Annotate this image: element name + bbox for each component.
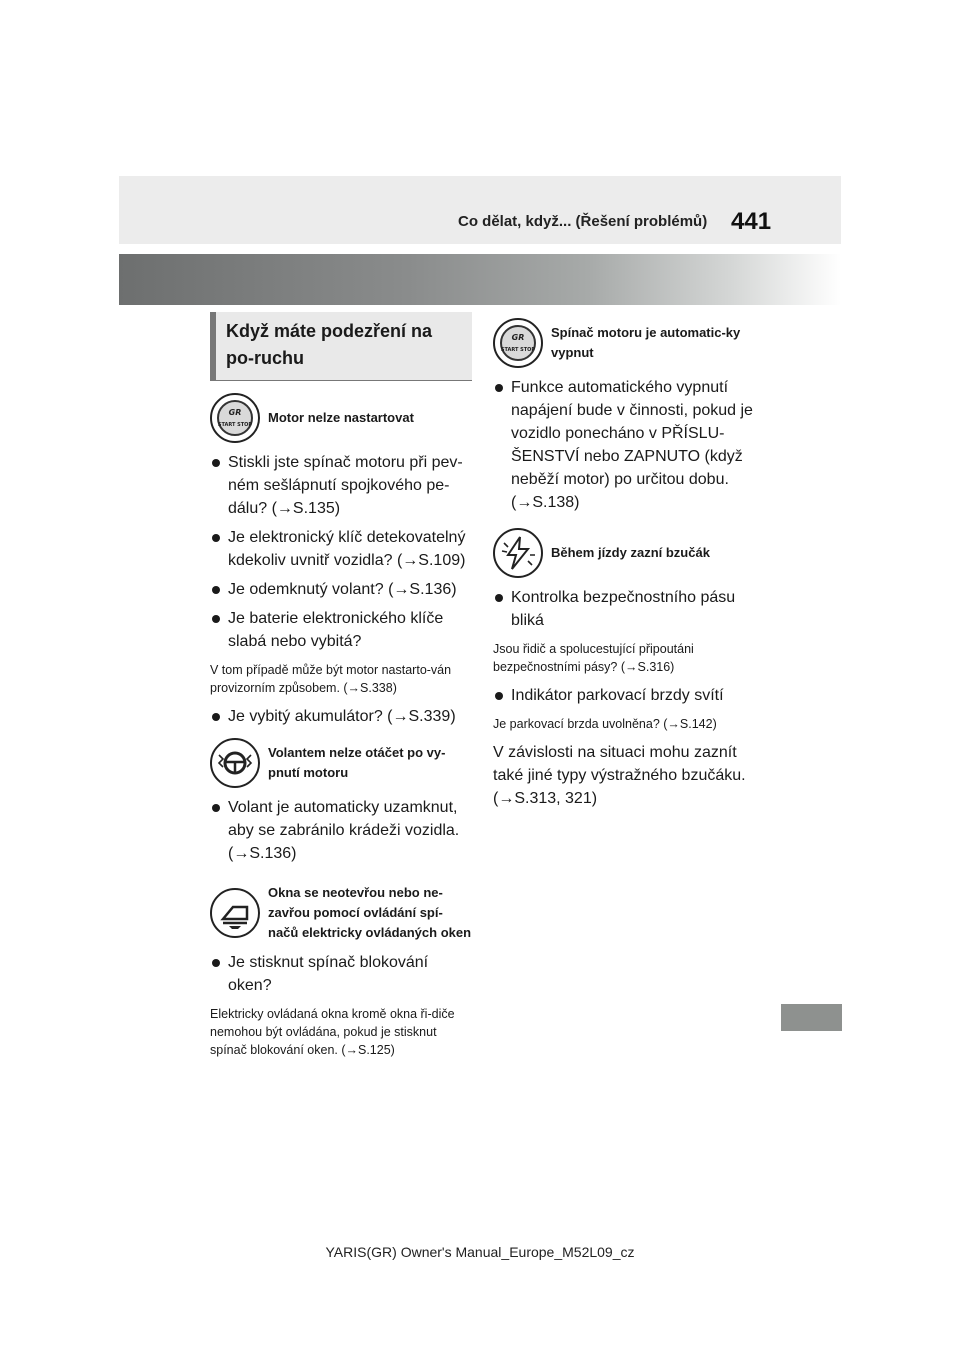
page-number: 441 [731, 208, 772, 235]
steering-lock-icon [210, 738, 260, 788]
list-item: Je vybitý akumulátor? (→S.339) [210, 705, 472, 728]
section-title: Když máte podezření na po-ruchu [210, 312, 472, 381]
list-item: Indikátor parkovací brzdy svítí [493, 684, 761, 707]
seatbelt-note: Jsou řidič a spolucestující připoutáni bezpečnostními pásy? (→S.316) [493, 642, 694, 674]
parking-note: Je parkovací brzda uvolněna? (→S.142) [493, 717, 717, 731]
steering-heading-row [210, 738, 472, 788]
start-stop-button-icon [210, 393, 260, 443]
autooff-heading-row [493, 318, 761, 368]
list-item: Kontrolka bezpečnostního pásu bliká [493, 586, 761, 632]
gr-logo-text: GR [228, 408, 242, 417]
closing-text: V závislosti na situaci mohu zaznít také jiné typy výstražného bzučáku. (→S.313, 321) [493, 744, 746, 807]
list-item: Je elektronický klíč detekovatelný kdekoliv uvnitř vozidla? (→S.109) [210, 526, 472, 572]
list-item: Je odemknutý volant? (→S.136) [210, 578, 472, 601]
start-stop-text: START STOP [500, 347, 536, 353]
buzzer-heading-row [493, 528, 761, 578]
windows-note: Elektricky ovládaná okna kromě okna ři-diče nemohou být ovládána, pokud je stisknut spínač blokování oken. (→S.125) [210, 1007, 455, 1057]
left-column [210, 312, 472, 1067]
windows-heading: Okna se neotevřou nebo ne-zavřou pomocí ovládání spí-načů elektricky ovládaných oken [268, 885, 472, 940]
windows-heading-row [210, 883, 472, 943]
start-stop-button-icon [493, 318, 543, 368]
window-lock-icon [210, 888, 260, 938]
warning-buzzer-icon [493, 528, 543, 578]
page-footer: YARIS(GR) Owner's Manual_Europe_M52L09_cz [325, 1244, 635, 1260]
start-stop-text: START STOP [217, 422, 253, 428]
list-item: Funkce automatického vypnutí napájení bude v činnosti, pokud je vozidlo ponecháno v PŘÍSLU-ŠENSTVÍ nebo ZAPNUTO (když neběží motor) po určitou dobu. (→S.138) [493, 376, 761, 514]
list-item: Stiskli jste spínač motoru při pev-ném sešlápnutí spojkového pe-dálu? (→S.135) [210, 451, 472, 520]
gr-logo-text: GR [511, 333, 525, 342]
motor-heading: Motor nelze nastartovat [268, 410, 414, 425]
motor-note: V tom případě může být motor nastarto-ván provizorním způsobem. (→S.338) [210, 663, 452, 695]
header-gradient-bar [119, 254, 841, 305]
chapter-side-tab [781, 1004, 842, 1031]
list-item: Je baterie elektronického klíče slabá nebo vybitá? [210, 607, 472, 653]
list-item: Volant je automaticky uzamknut, aby se zabránilo krádeži vozidla. (→S.136) [210, 796, 472, 865]
page-header-title: Co dělat, když... (Řešení problémů) [458, 213, 708, 230]
list-item: Je stisknut spínač blokování oken? [210, 951, 472, 997]
buzzer-heading: Během jízdy zazní bzučák [551, 545, 710, 560]
motor-heading-row [210, 393, 472, 443]
right-column [493, 312, 761, 816]
steering-heading: Volantem nelze otáčet po vy-pnutí motoru [268, 745, 446, 780]
autooff-heading: Spínač motoru je automatic-ky vypnut [551, 325, 741, 360]
